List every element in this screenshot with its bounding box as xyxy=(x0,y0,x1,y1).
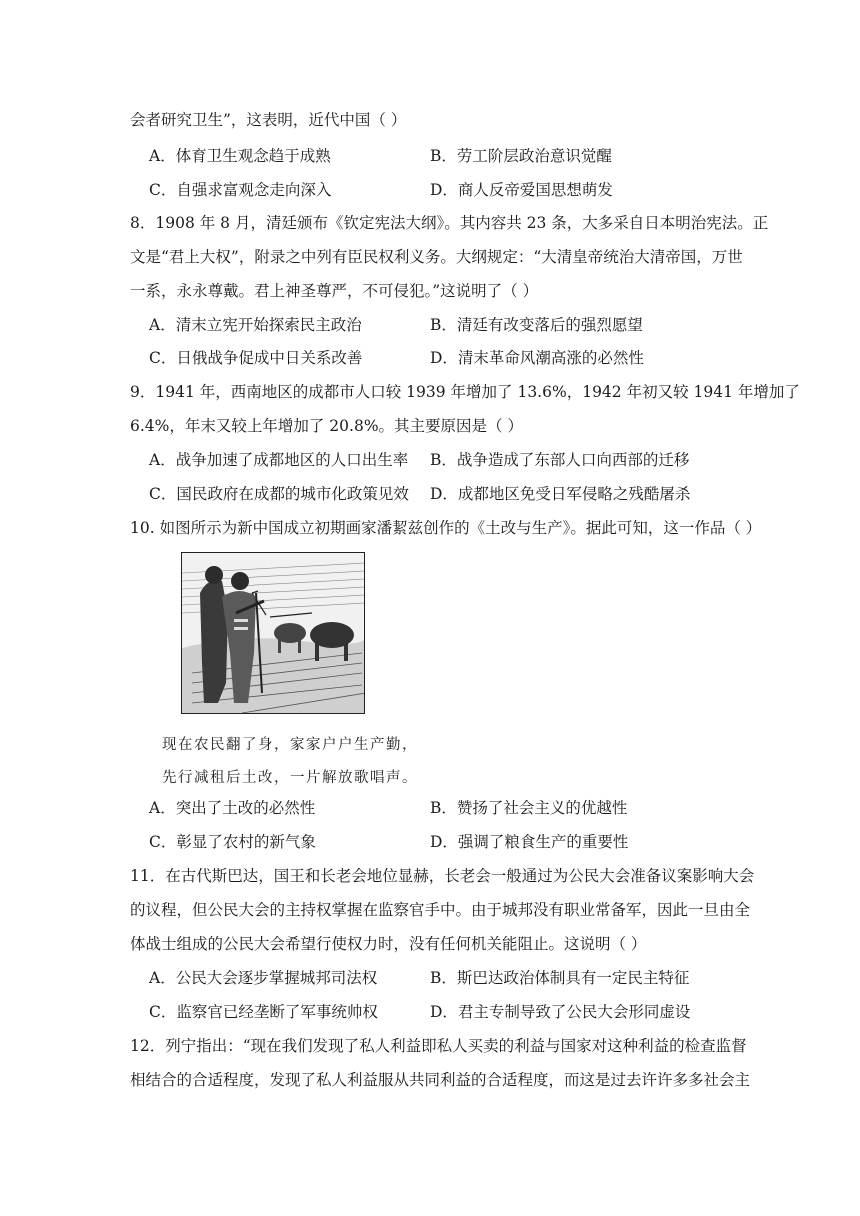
q12-stem-line-1: 12．列宁指出：“现在我们发现了私人利益即私人买卖的利益与国家对这种利益的检查监督 xyxy=(130,1037,747,1055)
q11-stem-line-3: 体战士组成的公民大会希望行使权力时，没有任何机关能阻止。这说明（ ） xyxy=(130,935,647,953)
q8-option-d[interactable]: D．清末革命风潮高涨的必然性 xyxy=(430,349,644,367)
q11-stem-line-2: 的议程，但公民大会的主持权掌握在监察官手中。由于城邦没有职业常备军，因此一旦由全 xyxy=(130,901,751,919)
woodcut-illustration xyxy=(181,552,365,714)
q11-option-c[interactable]: C．监察官已经垄断了军事统帅权 xyxy=(149,1003,378,1021)
q11-option-b[interactable]: B．斯巴达政治体制具有一定民主特征 xyxy=(430,969,690,987)
poem-line-1: 现在农民翻了身，家家户户生产勤， xyxy=(162,737,418,753)
q9-option-d[interactable]: D．成都地区免受日军侵略之残酷屠杀 xyxy=(430,485,691,503)
q8-option-a[interactable]: A．清末立宪开始探索民主政治 xyxy=(149,316,362,334)
q7-option-c[interactable]: C．自强求富观念走向深入 xyxy=(149,181,332,199)
q7-option-b[interactable]: B．劳工阶层政治意识觉醒 xyxy=(430,147,612,165)
q10-option-c[interactable]: C．彰显了农村的新气象 xyxy=(149,833,316,851)
q12-stem-line-2: 相结合的合适程度，发现了私人利益服从共同利益的合适程度，而这是过去许许多多社会主 xyxy=(130,1071,751,1089)
q10-stem-line-1: 10. 如图所示为新中国成立初期画家潘絜兹创作的《土改与生产》。据此可知，这一作品（ ） xyxy=(130,519,762,537)
poem-line-2: 先行减租后土改，一片解放歌唱声。 xyxy=(162,770,418,786)
q9-option-b[interactable]: B．战争造成了东部人口向西部的迁移 xyxy=(430,451,690,469)
q8-stem-line-2: 文是“君上大权”，附录之中列有臣民权利义务。大纲规定：“大清皇帝统治大清帝国，万世 xyxy=(130,248,743,266)
q8-stem-line-3: 一系，永永尊戴。君上神圣尊严，不可侵犯。”这说明了（ ） xyxy=(130,282,539,300)
q7-option-a[interactable]: A．体育卫生观念趋于成熟 xyxy=(149,147,331,165)
q10-option-b[interactable]: B．赞扬了社会主义的优越性 xyxy=(430,799,628,817)
q11-option-d[interactable]: D．君主专制导致了公民大会形同虚设 xyxy=(430,1003,691,1021)
q8-option-c[interactable]: C．日俄战争促成中日关系改善 xyxy=(149,349,363,367)
question-7-stem-tail: 会者研究卫生”，这表明，近代中国（ ） xyxy=(130,111,407,129)
q11-option-a[interactable]: A．公民大会逐步掌握城邦司法权 xyxy=(149,969,378,987)
q9-stem-line-2: 6.4%，年末又较上年增加了 20.8%。其主要原因是（ ） xyxy=(130,417,523,435)
q10-option-a[interactable]: A．突出了土改的必然性 xyxy=(149,799,316,817)
q9-option-a[interactable]: A．战争加速了成都地区的人口出生率 xyxy=(149,451,409,469)
q10-option-d[interactable]: D．强调了粮食生产的重要性 xyxy=(430,833,629,851)
q9-stem-line-1: 9．1941 年，西南地区的成都市人口较 1939 年增加了 13.6%，1942 年初又较 1941 年增加了 xyxy=(130,383,800,401)
q8-stem-line-1: 8．1908 年 8 月，清廷颁布《钦定宪法大纲》。其内容共 23 条，大多采自日本明治宪法。正 xyxy=(130,214,769,232)
q9-option-c[interactable]: C．国民政府在成都的城市化政策见效 xyxy=(149,485,409,503)
q7-option-d[interactable]: D．商人反帝爱国思想萌发 xyxy=(430,181,613,199)
q8-option-b[interactable]: B．清廷有改变落后的强烈愿望 xyxy=(430,316,643,334)
q11-stem-line-1: 11．在古代斯巴达，国王和长老会地位显赫，长老会一般通过为公民大会准备议案影响大会 xyxy=(130,867,755,885)
